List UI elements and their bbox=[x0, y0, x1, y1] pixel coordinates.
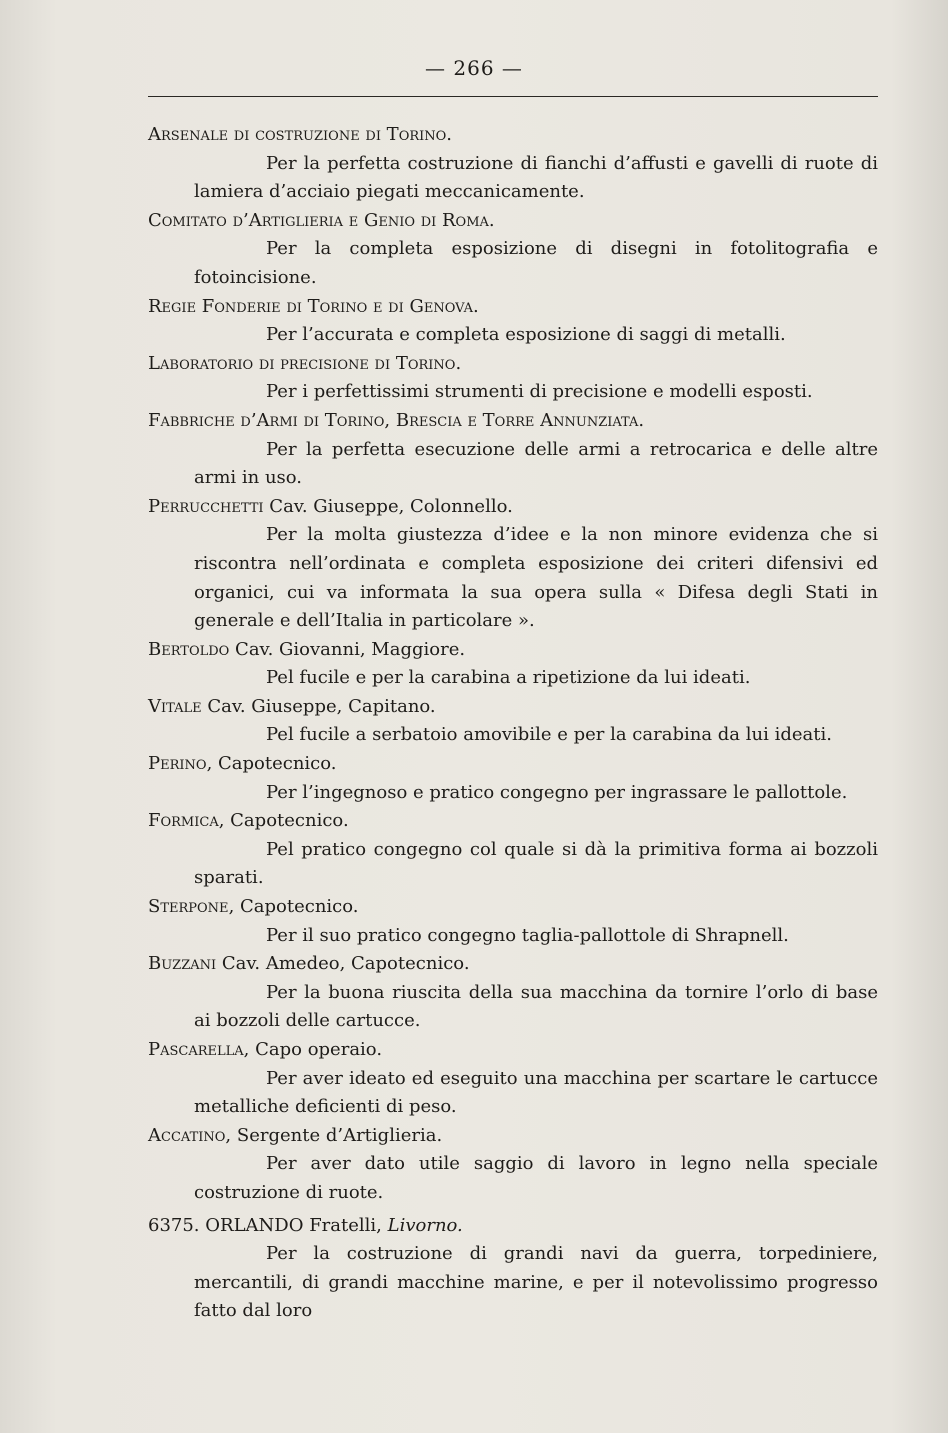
entry-rest: Cav. Giuseppe, Capitano. bbox=[201, 695, 436, 717]
award-entry bbox=[148, 636, 878, 693]
entry-rest: Cav. Giovanni, Maggiore. bbox=[229, 638, 466, 660]
entry-description: Per aver dato utile saggio di lavoro in legno nella speciale costruzione di ruote. bbox=[194, 1153, 878, 1203]
award-entry bbox=[148, 350, 878, 407]
entry-name: Comitato d’Artiglieria e Genio di Roma. bbox=[148, 209, 495, 231]
award-entry bbox=[148, 121, 878, 207]
entry-name: Fabbriche d’Armi di Torino, Brescia e Torre Annunziata. bbox=[148, 409, 645, 431]
entry-name: Formica bbox=[148, 810, 219, 832]
entry-rest: , Sergente d’Artiglieria. bbox=[225, 1124, 443, 1146]
entry-description: Pel pratico congegno col quale si dà la primitiva forma ai bozzoli sparati. bbox=[194, 838, 878, 889]
award-entry bbox=[148, 493, 878, 636]
entry-name: Accatino bbox=[148, 1124, 226, 1146]
header-rule bbox=[148, 96, 878, 97]
entry-name: Vitale bbox=[148, 695, 202, 717]
entry-description: Per la perfetta costruzione di fianchi d’affusti e gavelli di ruote di lamiera d’acciaio piegati meccanicamente. bbox=[194, 152, 878, 203]
numbered-entry bbox=[148, 1208, 878, 1326]
entry-name: Perrucchetti bbox=[148, 495, 264, 517]
entry-name: Perino bbox=[148, 753, 207, 775]
award-entry bbox=[148, 407, 878, 493]
entry-description: Per la molta giustezza d’idee e la non minore evidenza che si riscontra nell’ordinata e completa esposizione dei criteri difensivi ed organici, cui va informata la sua opera sulla « Difesa degli Stati in generale e dell’Italia in particolare ». bbox=[194, 524, 878, 632]
entry-name: Bertoldo bbox=[148, 638, 230, 660]
award-list bbox=[148, 121, 878, 1326]
award-entry bbox=[148, 950, 878, 1036]
entry-rest: , Capo operaio. bbox=[243, 1039, 383, 1060]
award-entry bbox=[148, 1122, 878, 1208]
award-entry bbox=[148, 293, 878, 350]
award-entry bbox=[148, 693, 878, 750]
entry-number: 6375. bbox=[148, 1214, 200, 1236]
entry-description: Per l’accurata e completa esposizione di saggi di metalli. bbox=[266, 324, 786, 346]
award-entry bbox=[148, 1036, 878, 1122]
entry-rest: Cav. Amedeo, Capotecnico. bbox=[216, 953, 470, 975]
award-entry bbox=[148, 750, 878, 807]
page-number: — 266 — bbox=[425, 56, 523, 80]
entry-description: Pel fucile e per la carabina a ripetizione da lui ideati. bbox=[266, 667, 751, 689]
entry-rest: Cav. Giuseppe, Colonnello. bbox=[263, 495, 513, 517]
award-entry bbox=[148, 807, 878, 893]
entry-name: Sterpone bbox=[148, 896, 229, 918]
award-entry bbox=[148, 207, 878, 293]
entry-description: Per i perfettissimi strumenti di precisione e modelli esposti. bbox=[266, 381, 813, 403]
entry-description: Per l’ingegnoso e pratico congegno per ingrassare le pallottole. bbox=[266, 781, 848, 803]
entry-rest: , Capotecnico. bbox=[206, 753, 337, 775]
entry-description: Per la perfetta esecuzione delle armi a retrocarica e delle altre armi in uso. bbox=[194, 438, 878, 489]
entry-name: Laboratorio di precisione di Torino. bbox=[148, 352, 462, 374]
entry-name: Arsenale di costruzione di Torino. bbox=[148, 124, 453, 145]
entry-description: Per aver ideato ed eseguito una macchina per scartare le cartucce metalliche deficienti di peso. bbox=[194, 1067, 878, 1118]
entry-description: Per la completa esposizione di disegni in fotolitografia e fotoincisione. bbox=[194, 238, 878, 288]
award-entry bbox=[148, 893, 878, 950]
entry-place: Livorno. bbox=[387, 1214, 463, 1236]
entry-description: Per la costruzione di grandi navi da guerra, torpediniere, mercantili, di grandi macchine marine, e per il notevolissimo progresso fatto dal loro bbox=[194, 1243, 878, 1322]
entry-description: Per il suo pratico congegno taglia-pallottole di Shrapnell. bbox=[266, 924, 789, 946]
entry-description: Pel fucile a serbatoio amovibile e per la carabina da lui ideati. bbox=[266, 724, 832, 746]
entry-name: ORLANDO Fratelli, bbox=[205, 1214, 382, 1236]
entry-rest: , Capotecnico. bbox=[228, 896, 359, 918]
entry-description: Per la buona riuscita della sua macchina da tornire l’orlo di base ai bozzoli delle cartucce. bbox=[194, 981, 878, 1032]
entry-rest: , Capotecnico. bbox=[218, 810, 349, 832]
entry-name: Regie Fonderie di Torino e di Genova. bbox=[148, 295, 479, 317]
entry-name: Pascarella bbox=[148, 1039, 244, 1060]
entry-name: Buzzani bbox=[148, 953, 217, 975]
